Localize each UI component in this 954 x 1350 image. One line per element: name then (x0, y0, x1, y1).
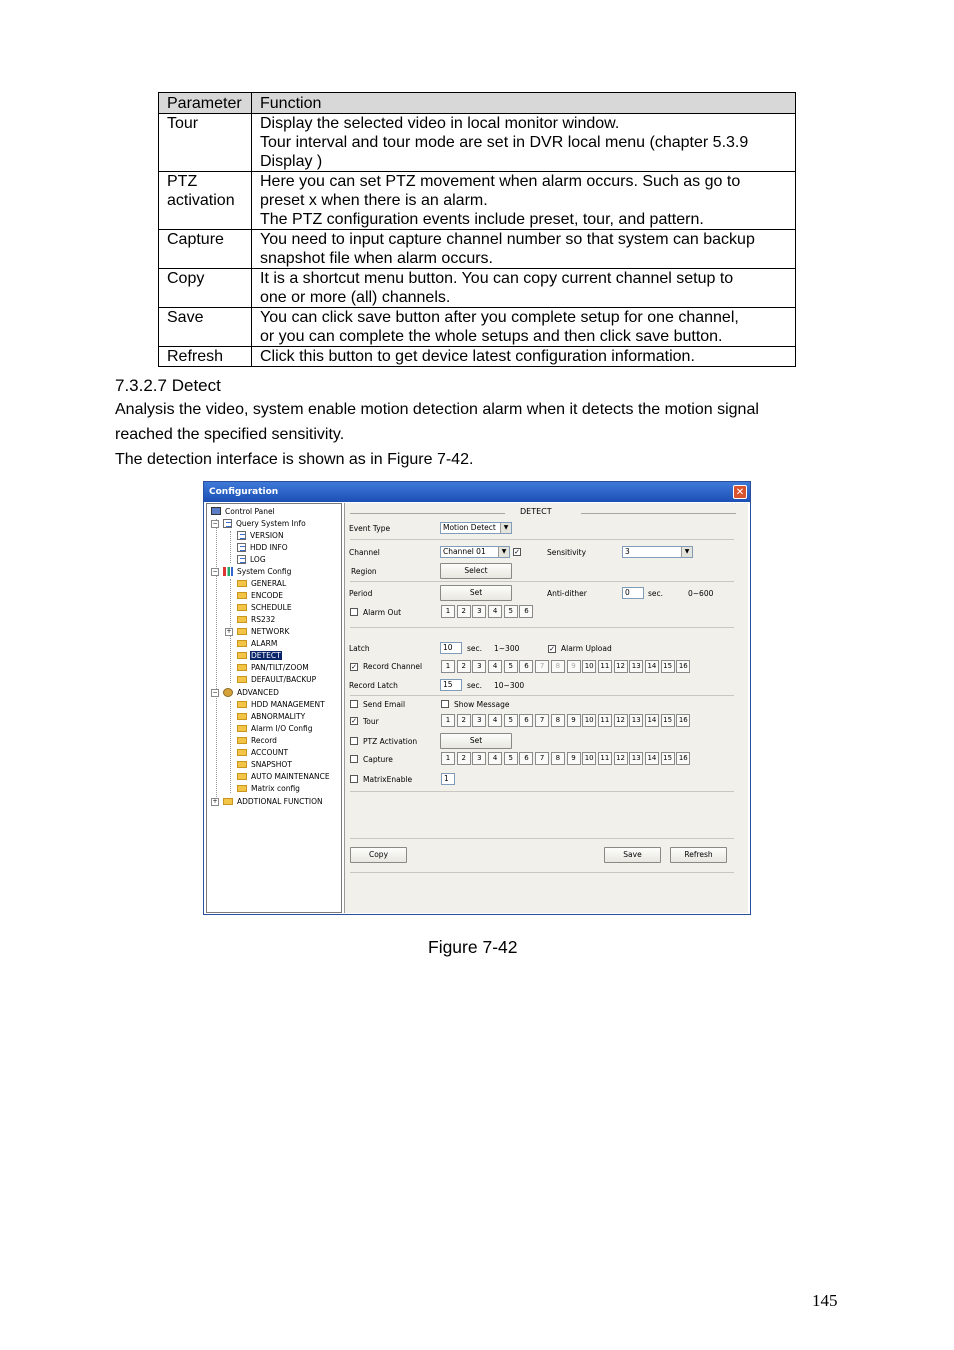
page-number: 145 (812, 1291, 838, 1310)
tree-item-log[interactable]: LOG (237, 554, 267, 565)
sensitivity-label: Sensitivity (547, 548, 587, 557)
anti-dither-unit: sec. (648, 589, 664, 598)
function-text: Display ) (260, 153, 323, 170)
channel-toggle[interactable]: 1 (441, 714, 455, 727)
folder-icon (237, 749, 247, 756)
anti-dither-label: Anti-dither (547, 589, 587, 598)
latch-label: Latch (349, 644, 370, 653)
table-row (159, 230, 796, 269)
folder-icon (237, 652, 247, 659)
period-set-button[interactable]: Set (440, 585, 512, 601)
navigation-tree (206, 503, 342, 913)
document-icon (237, 531, 246, 540)
intro-paragraph-line1: Analysis the video, system enable motion detection alarm when it detects the motion signal (115, 401, 759, 418)
matrix-input[interactable]: 1 (441, 773, 455, 785)
table-row (159, 308, 796, 347)
section-heading: 7.3.2.7 Detect (115, 376, 221, 395)
function-text: Here you can set PTZ movement when alarm occurs. Such as go to (260, 173, 741, 190)
channel-toggle[interactable]: 11 (598, 714, 612, 727)
channel-toggle[interactable]: 15 (661, 660, 675, 673)
expand-icon[interactable]: + (226, 628, 232, 635)
function-text: You can click save button after you complete setup for one channel, (260, 309, 739, 326)
folder-icon (237, 616, 247, 623)
intro-paragraph-line2: reached the specified sensitivity. (115, 426, 345, 443)
tree-item-record[interactable]: Record (237, 735, 278, 746)
table-row (159, 347, 796, 367)
channel-toggle[interactable]: 10 (582, 714, 596, 727)
tree-item-schedule[interactable]: SCHEDULE (237, 602, 293, 613)
channel-toggle[interactable]: 1 (441, 752, 455, 765)
selected-tree-label: DETECT (251, 651, 281, 660)
send-email-label: Send Email (363, 700, 406, 709)
tree-connector (216, 519, 217, 805)
document-icon (237, 555, 246, 564)
function-text: or you can complete the whole setups and then click save button. (260, 328, 723, 345)
channel-toggle[interactable]: 9 (567, 714, 581, 727)
parameter-text: activation (167, 192, 235, 209)
function-text: It is a shortcut menu button. You can copy current channel setup to (260, 270, 734, 287)
ptz-activation-checkbox[interactable] (350, 737, 358, 745)
tree-item-rs232[interactable]: RS232 (237, 614, 276, 625)
show-message-label: Show Message (454, 700, 510, 709)
parameter-cell (159, 269, 252, 308)
function-cell (252, 308, 796, 347)
show-message-checkbox[interactable] (441, 700, 449, 708)
channel-toggle[interactable]: 4 (488, 714, 502, 727)
tree-item-control-panel[interactable]: Control Panel (211, 506, 276, 517)
channel-toggle[interactable]: 14 (645, 660, 659, 673)
tree-item-network[interactable]: + NETWORK (226, 627, 290, 636)
divider (350, 627, 734, 628)
folder-icon (237, 737, 247, 744)
channel-toggle[interactable]: 13 (629, 752, 643, 765)
table-row (159, 269, 796, 308)
function-cell (252, 230, 796, 269)
channel-toggle[interactable]: 4 (488, 752, 502, 765)
title-rule-left (350, 513, 505, 514)
tree-item-hdd-info[interactable]: HDD INFO (237, 542, 289, 553)
folder-icon (237, 785, 247, 792)
tree-item-encode[interactable]: ENCODE (237, 590, 284, 601)
parameter-cell (159, 172, 252, 230)
record-channels (441, 660, 692, 673)
divider (350, 791, 734, 792)
tree-item-snapshot[interactable]: SNAPSHOT (237, 759, 293, 770)
channel-toggle[interactable]: 11 (598, 660, 612, 673)
function-text: Click this button to get device latest configuration information. (260, 348, 695, 365)
record-latch-input[interactable]: 15 (440, 679, 462, 691)
expand-icon[interactable]: + (212, 798, 218, 805)
channel-toggle[interactable]: 10 (582, 660, 596, 673)
panel-title: DETECT (520, 507, 552, 516)
document-icon (237, 543, 246, 552)
anti-dither-input[interactable]: 0 (622, 587, 644, 599)
tree-item-auto-maintenance[interactable]: AUTO MAINTENANCE (237, 771, 331, 782)
channel-toggle[interactable]: 5 (504, 714, 518, 727)
channel-toggle[interactable]: 7 (535, 714, 549, 727)
channel-toggle[interactable]: 1 (441, 660, 455, 673)
ptz-activation-label: PTZ Activation (363, 737, 418, 746)
folder-icon (237, 701, 247, 708)
close-icon[interactable]: ✕ (733, 485, 747, 499)
chevron-down-icon: ▼ (500, 523, 511, 533)
folder-icon (237, 676, 247, 683)
sensitivity-select[interactable]: 3 ▼ (622, 546, 693, 558)
parameter-text: Save (167, 309, 204, 326)
divider (350, 581, 734, 582)
function-text: You need to input capture channel number so that system can backup (260, 231, 755, 248)
function-cell (252, 269, 796, 308)
tree-item-query-system-info[interactable]: − Query System Info (212, 519, 306, 528)
channel-toggle[interactable]: 15 (661, 752, 675, 765)
tree-connector (230, 701, 231, 793)
event-type-select[interactable]: Motion Detect ▼ (440, 522, 512, 534)
function-text: The PTZ configuration events include preset, tour, and pattern. (260, 211, 704, 228)
table-row (159, 172, 796, 230)
channel-toggle[interactable]: 6 (519, 605, 533, 618)
channel-toggle[interactable]: 6 (519, 752, 533, 765)
channel-toggle[interactable]: 12 (614, 660, 628, 673)
channel-toggle[interactable]: 8 (551, 660, 565, 673)
folder-icon (237, 628, 247, 635)
header-parameter: Parameter (159, 93, 252, 114)
channel-toggle[interactable]: 16 (676, 752, 690, 765)
function-text: Display the selected video in local monitor window. (260, 115, 620, 132)
channel-toggle[interactable]: 12 (614, 714, 628, 727)
save-button[interactable]: Save (604, 847, 661, 863)
channel-toggle[interactable]: 14 (645, 752, 659, 765)
alarm-out-label: Alarm Out (363, 608, 402, 617)
channel-toggle[interactable]: 5 (504, 752, 518, 765)
latch-unit: sec. (467, 644, 483, 653)
gear-icon (223, 688, 233, 697)
folder-icon (237, 604, 247, 611)
window-title: Configuration (209, 487, 279, 497)
channel-toggle[interactable]: 7 (535, 752, 549, 765)
channel-label: Channel (349, 548, 380, 557)
folder-icon (237, 640, 247, 647)
channel-toggle[interactable]: 13 (629, 660, 643, 673)
channel-toggle[interactable]: 9 (567, 752, 581, 765)
refresh-button[interactable]: Refresh (670, 847, 727, 863)
channel-toggle[interactable]: 5 (504, 605, 518, 618)
folder-icon (237, 713, 247, 720)
matrix-enable-checkbox[interactable] (350, 775, 358, 783)
folder-icon (237, 580, 247, 587)
channel-toggle[interactable]: 16 (676, 660, 690, 673)
function-cell (252, 347, 796, 367)
tree-item-hdd-management[interactable]: HDD MANAGEMENT (237, 699, 326, 710)
channel-toggle[interactable]: 6 (519, 714, 533, 727)
folder-icon (237, 592, 247, 599)
header-function: Function (252, 93, 796, 114)
configuration-window (203, 481, 751, 915)
tree-item-account[interactable]: ACCOUNT (237, 747, 289, 758)
latch-input[interactable]: 10 (440, 642, 462, 654)
channel-toggle[interactable]: 4 (488, 660, 502, 673)
tree-item-default-backup[interactable]: DEFAULT/BACKUP (237, 674, 317, 685)
event-type-label: Event Type (349, 524, 391, 533)
divider (350, 539, 734, 540)
channel-toggle[interactable]: 6 (519, 660, 533, 673)
divider (350, 695, 734, 696)
tree-connector (230, 531, 231, 563)
divider (350, 838, 734, 839)
channel-toggle[interactable]: 13 (629, 714, 643, 727)
record-channel-label: Record Channel (363, 662, 423, 671)
folder-icon (223, 798, 233, 805)
computer-icon (211, 507, 221, 515)
tour-label: Tour (363, 717, 379, 726)
folder-icon (237, 664, 247, 671)
tour-channels (441, 714, 692, 727)
latch-range: 1~300 (494, 644, 520, 653)
parameter-cell (159, 114, 252, 172)
tools-icon (223, 567, 233, 576)
region-label: Region (351, 567, 377, 576)
channel-select[interactable]: Channel 01 ▼ (440, 546, 510, 558)
channel-enable-checkbox[interactable]: ✓ (514, 548, 520, 556)
parameter-cell (159, 347, 252, 367)
channel-toggle[interactable]: 11 (598, 752, 612, 765)
parameter-text: Capture (167, 231, 224, 248)
parameter-table (158, 92, 796, 367)
capture-checkbox[interactable] (350, 755, 358, 763)
record-latch-range: 10~300 (494, 681, 525, 690)
tree-item-alarm-io-config[interactable]: Alarm I/O Config (237, 723, 314, 734)
function-cell (252, 172, 796, 230)
table-header-row (159, 93, 796, 114)
folder-icon (237, 773, 247, 780)
divider (350, 872, 734, 873)
channel-toggle[interactable]: 9 (567, 660, 581, 673)
channel-toggle[interactable]: 10 (582, 752, 596, 765)
channel-toggle[interactable]: 15 (661, 714, 675, 727)
channel-toggle[interactable]: 8 (551, 752, 565, 765)
channel-toggle[interactable]: 1 (441, 605, 455, 618)
folder-icon (237, 725, 247, 732)
function-text: Tour interval and tour mode are set in DVR local menu (chapter 5.3.9 (260, 134, 749, 151)
parameter-text: Tour (167, 115, 199, 132)
tree-item-matrix-config[interactable]: Matrix config (237, 783, 301, 794)
tree-item-system-config[interactable]: − System Config (212, 567, 292, 576)
channel-toggle[interactable]: 5 (504, 660, 518, 673)
figure-caption: Figure 7-42 (428, 937, 518, 957)
parameter-cell (159, 308, 252, 347)
table-body (159, 114, 796, 367)
send-email-checkbox[interactable] (350, 700, 358, 708)
alarm-out-channels (441, 605, 535, 618)
period-label: Period (349, 589, 373, 598)
tree-item-additional-function[interactable]: + ADDTIONAL FUNCTION (212, 797, 323, 806)
record-latch-unit: sec. (467, 681, 483, 690)
parameter-text: Copy (167, 270, 205, 287)
tree-item-alarm[interactable]: ALARM (237, 638, 278, 649)
function-cell (252, 114, 796, 172)
channel-toggle[interactable]: 2 (457, 714, 471, 727)
alarm-out-checkbox[interactable] (350, 608, 358, 616)
figure-reference-paragraph: The detection interface is shown as in Figure 7-42. (115, 451, 474, 468)
matrix-enable-label: MatrixEnable (363, 775, 413, 784)
tree-item-advanced[interactable]: − ADVANCED (212, 688, 279, 697)
collapse-icon[interactable]: − (212, 520, 218, 527)
chevron-down-icon: ▼ (498, 547, 509, 557)
copy-button[interactable]: Copy (350, 847, 407, 863)
window-titlebar[interactable] (204, 482, 750, 502)
record-latch-label: Record Latch (349, 681, 398, 690)
channel-toggle[interactable]: 3 (472, 714, 486, 727)
channel-toggle[interactable]: 7 (535, 660, 549, 673)
channel-toggle[interactable]: 8 (551, 714, 565, 727)
region-select-button[interactable]: Select (440, 563, 512, 579)
tour-checkbox[interactable]: ✓ (351, 717, 357, 725)
channel-toggle[interactable]: 12 (614, 752, 628, 765)
tree-item-abnormality[interactable]: ABNORMALITY (237, 711, 306, 722)
title-rule-right (581, 513, 736, 514)
channel-toggle[interactable]: 4 (488, 605, 502, 618)
parameter-text: PTZ (167, 173, 198, 190)
parameter-text: Refresh (167, 348, 224, 365)
capture-channels (441, 752, 692, 765)
channel-toggle[interactable]: 14 (645, 714, 659, 727)
chevron-down-icon: ▼ (681, 547, 692, 557)
folder-icon (237, 761, 247, 768)
channel-toggle[interactable]: 3 (472, 605, 486, 618)
anti-dither-range: 0~600 (688, 589, 714, 598)
tree-item-general[interactable]: GENERAL (237, 578, 287, 589)
collapse-icon[interactable]: − (212, 689, 218, 696)
channel-toggle[interactable]: 2 (457, 660, 471, 673)
document-icon (223, 519, 232, 528)
parameter-cell (159, 230, 252, 269)
capture-label: Capture (363, 755, 393, 764)
tree-item-version[interactable]: VERSION (237, 530, 285, 541)
table-row (159, 114, 796, 172)
channel-toggle[interactable]: 2 (457, 752, 471, 765)
alarm-upload-checkbox[interactable]: ✓ (549, 645, 555, 653)
tree-item-pan-tilt-zoom[interactable]: PAN/TILT/ZOOM (237, 662, 310, 673)
channel-toggle[interactable]: 2 (457, 605, 471, 618)
function-text: snapshot file when alarm occurs. (260, 250, 493, 267)
record-channel-checkbox[interactable]: ✓ (351, 663, 357, 671)
function-text: one or more (all) channels. (260, 289, 451, 306)
collapse-icon[interactable]: − (212, 568, 218, 575)
ptz-set-button[interactable]: Set (440, 733, 512, 749)
function-text: preset x when there is an alarm. (260, 192, 488, 209)
channel-toggle[interactable]: 3 (472, 660, 486, 673)
channel-toggle[interactable]: 3 (472, 752, 486, 765)
channel-toggle[interactable]: 16 (676, 714, 690, 727)
alarm-upload-label: Alarm Upload (561, 644, 612, 653)
tree-item-detect[interactable] (237, 650, 282, 661)
detect-settings-panel (344, 503, 748, 913)
